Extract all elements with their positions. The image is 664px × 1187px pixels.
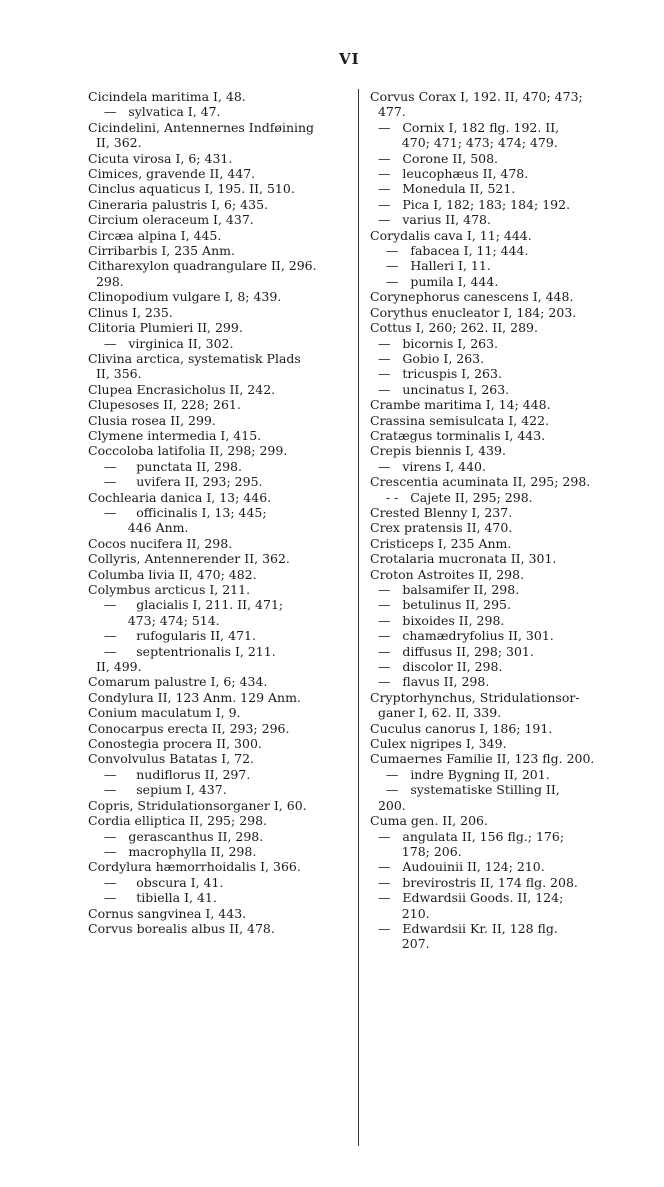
index-entry: Citharexylon quadrangulare II, 296. [88,258,317,274]
index-entry: — sepium I, 437. [88,782,227,798]
index-entry: Clupesoses II, 228; 261. [88,397,241,413]
index-entry: Columba livia II, 470; 482. [88,566,257,582]
index-entry: Cicindelini, Antennernes Indføining [88,119,315,135]
index-entry: — indre Bygning II, 201. [370,766,550,782]
index-entry: — uncinatus I, 263. [370,381,510,397]
index-entry: Corynephorus canescens I, 448. [370,289,574,305]
column-divider [358,89,359,1146]
index-entry: Clymene intermedia I, 415. [88,427,262,443]
index-entry: Coccoloba latifolia II, 298; 299. [88,443,288,459]
index-entry: — chamædryfolius II, 301. [370,628,554,644]
index-entry: Cinclus aquaticus I, 195. II, 510. [88,181,295,197]
index-entry: Circæa alpina I, 445. [88,227,222,243]
index-entry: Cicuta virosa I, 6; 431. [88,150,233,166]
index-entry: Clupea Encrasicholus II, 242. [88,381,276,397]
index-entry: 207. [370,936,430,952]
index-entry: — leucophæus II, 478. [370,166,529,182]
index-entry: Corydalis cava I, 11; 444. [370,227,532,243]
index-entry: II, 356. [88,366,142,382]
index-entry: Clusia rosea II, 299. [88,412,216,428]
index-entry: — diffusus II, 298; 301. [370,643,534,659]
index-entry: Clinus I, 235. [88,304,173,320]
index-entry: Crex pratensis II, 470. [370,520,513,536]
index-entry: Cottus I, 260; 262. II, 289. [370,320,538,336]
index-entry: Comarum palustre I, 6; 434. [88,674,268,690]
index-entry: Cineraria palustris I, 6; 435. [88,196,268,212]
index-entry: — Edwardsii Goods. II, 124; [370,890,564,906]
index-entry: — Corone II, 508. [370,150,499,166]
index-entry: — glacialis I, 211. II, 471; [88,597,284,613]
index-entry: — fabacea I, 11; 444. [370,243,529,259]
index-entry: Culex nigripes I, 349. [370,736,507,752]
index-entry: — Gobio I, 263. [370,350,485,366]
index-entry: 473; 474; 514. [88,612,220,628]
index-entry: Cimices, gravende II, 447. [88,166,256,182]
index-entry: Clinopodium vulgare I, 8; 439. [88,289,282,305]
index-entry: Crested Blenny I, 237. [370,504,513,520]
index-entry: Corvus borealis albus II, 478. [88,920,275,936]
index-entry: — betulinus II, 295. [370,597,511,613]
index-entry: — Pica I, 182; 183; 184; 192. [370,196,571,212]
index-entry: Conium maculatum I, 9. [88,705,241,721]
index-entry: — tibiella I, 41. [88,890,217,906]
index-entry: — uvifera II, 293; 295. [88,474,263,490]
index-entry: Crotalaria mucronata II, 301. [370,551,557,567]
index-entry: Crambe maritima I, 14; 448. [370,397,551,413]
index-entry: — punctata II, 298. [88,458,242,474]
index-entry: — Audouinii II, 124; 210. [370,859,545,875]
index-entry: — virens I, 440. [370,458,486,474]
index-entry: Cornus sangvinea I, 443. [88,905,247,921]
page-number: VI [339,50,360,68]
index-entry: Collyris, Antennerender II, 362. [88,551,290,567]
index-entry: 178; 206. [370,843,462,859]
index-entry: Copris, Stridulationsorganer I, 60. [88,797,307,813]
index-entry: 200. [370,797,406,813]
index-column-left [88,89,344,936]
index-entry: Croton Astroites II, 298. [370,566,525,582]
index-entry: Clitoria Plumieri II, 299. [88,320,243,336]
index-entry: — Halleri I, 11. [370,258,491,274]
index-entry: Corythus enucleator I, 184; 203. [370,304,577,320]
index-entry: — macrophylla II, 298. [88,843,257,859]
index-entry: — septentrionalis I, 211. [88,643,276,659]
index-entry: 298. [88,273,124,289]
index-entry: — flavus II, 298. [370,674,490,690]
index-entry: Conocarpus erecta II, 293; 296. [88,720,290,736]
index-entry: — nudiflorus II, 297. [88,766,251,782]
index-entry: 446 Anm. [88,520,189,536]
index-entry: Conostegia procera II, 300. [88,736,262,752]
index-entry: — Monedula II, 521. [370,181,516,197]
index-entry: Cordia elliptica II, 295; 298. [88,813,268,829]
index-entry: — sylvatica I, 47. [88,104,221,120]
index-entry: — varius II, 478. [370,212,491,228]
index-entry: Cratægus torminalis I, 443. [370,427,546,443]
index-entry: Condylura II, 123 Anm. 129 Anm. [88,689,301,705]
index-entry: Cochlearia danica I, 13; 446. [88,489,272,505]
index-entry: — pumila I, 444. [370,273,499,289]
index-entry: Cumaernes Familie II, 123 flg. 200. [370,751,595,767]
index-entry: — balsamifer II, 298. [370,582,520,597]
index-entry: Colymbus arcticus I, 211. [88,582,251,597]
index-entry: Cryptorhynchus, Stridulationsor- [370,689,580,705]
index-entry: 210. [370,905,430,921]
index-entry: II, 499. [88,659,142,675]
index-entry: — bixoides II, 298. [370,612,505,628]
index-entry: Cordylura hæmorrhoidalis I, 366. [88,859,301,875]
index-entry: — angulata II, 156 flg.; 176; [370,828,565,844]
index-entry: Cuma gen. II, 206. [370,813,488,829]
index-entry: - - Cajete II, 295; 298. [370,489,533,505]
index-entry: Crescentia acuminata II, 295; 298. [370,474,591,490]
index-entry: Cicindela maritima I, 48. [88,89,246,104]
index-entry: Crepis biennis I, 439. [370,443,506,459]
index-entry: Cocos nucifera II, 298. [88,535,233,551]
index-entry: Clivina arctica, systematisk Plads [88,350,301,366]
index-entry: II, 362. [88,135,142,151]
index-entry: — officinalis I, 13; 445; [88,504,267,520]
index-entry: — discolor II, 298. [370,659,503,675]
index-entry: — systematiske Stilling II, [370,782,560,798]
index-entry: — bicornis I, 263. [370,335,499,351]
index-entry: ganer I, 62. II, 339. [370,705,502,721]
index-entry: Cristiceps I, 235 Anm. [370,535,512,551]
index-entry: Cuculus canorus I, 186; 191. [370,720,553,736]
index-entry: — brevirostris II, 174 flg. 208. [370,874,578,890]
index-entry: Circium oleraceum I, 437. [88,212,254,228]
index-entry: — virginica II, 302. [88,335,234,351]
index-entry: — tricuspis I, 263. [370,366,502,382]
index-entry: — rufogularis II, 471. [88,628,256,644]
index-entry: Convolvulus Batatas I, 72. [88,751,255,767]
index-entry: — obscura I, 41. [88,874,224,890]
index-entry: — gerascanthus II, 298. [88,828,264,844]
index-entry: Corvus Corax I, 192. II, 470; 473; [370,89,583,104]
index-column-right [370,89,640,952]
index-entry: — Edwardsii Kr. II, 128 flg. [370,920,558,936]
index-entry: — Cornix I, 182 flg. 192. II, [370,119,560,135]
index-entry: 477. [370,104,406,120]
index-entry: Crassina semisulcata I, 422. [370,412,550,428]
index-entry: 470; 471; 473; 474; 479. [370,135,558,151]
index-entry: Cirribarbis I, 235 Anm. [88,243,235,259]
